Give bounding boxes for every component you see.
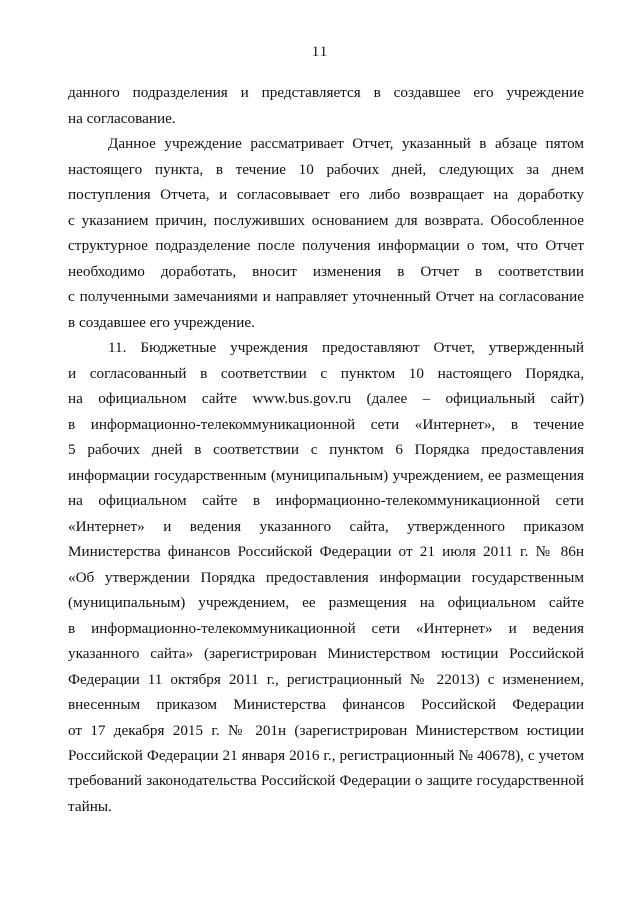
page-number: 11 (311, 44, 329, 60)
text-line: с полученными замечаниями и направляет уточненный Отчет на согласование (68, 288, 584, 305)
text-line: в создавшее его учреждение. (68, 313, 255, 331)
text-line: требований законодательства Российской Федерации о защите государственной (68, 772, 584, 789)
text-line: на официальном сайте в информационно-телекоммуникационной сети (68, 492, 584, 509)
text-line: и согласованный в соответствии с пунктом 10 настоящего Порядка, (68, 364, 584, 382)
text-line: в информационно-телекоммуникационной сети «Интернет», в течение (68, 415, 584, 433)
text-line: на согласование. (68, 109, 176, 127)
text-line: в информационно-телекоммуникационной сети «Интернет» и ведения (68, 619, 584, 637)
text-line: указанного сайта» (зарегистрирован Министерством юстиции Российской (68, 645, 584, 662)
text-line: «Интернет» и ведения указанного сайта, утвержденного приказом (68, 517, 584, 535)
text-line: настоящего пункта, в течение 10 рабочих дней, следующих за днем (68, 160, 584, 178)
text-line: на официальном сайте www.bus.gov.ru (далее – официальный сайт) (68, 390, 584, 407)
text-line: тайны. (68, 798, 112, 815)
text-line: 5 рабочих дней в соответствии с пунктом 6 Порядка предоставления (68, 441, 584, 458)
text-line: структурное подразделение после получения информации о том, что Отчет (68, 237, 584, 254)
text-line: с указанием причин, послуживших основанием для возврата. Обособленное (68, 211, 584, 229)
text-line: поступления Отчета, и согласовывает его либо возвращает на доработку (68, 186, 584, 203)
text-line: Федерации 11 октября 2011 г., регистрационный № 22013) с изменением, (68, 670, 584, 688)
text-line: Данное учреждение рассматривает Отчет, указанный в абзаце пятом (108, 135, 584, 152)
document-body (68, 80, 584, 820)
text-line: Российской Федерации 21 января 2016 г., регистрационный № 40678), с учетом (68, 747, 584, 764)
text-line: данного подразделения и представляется в создавшее его учреждение (68, 84, 584, 101)
text-line: (муниципальным) учреждением, ее размещения на официальном сайте (68, 594, 584, 611)
text-line: Министерства финансов Российской Федерации от 21 июля 2011 г. № 86н (68, 543, 584, 560)
text-line: информации государственным (муниципальным) учреждением, ее размещения (68, 466, 584, 484)
text-line: от 17 декабря 2015 г. № 201н (зарегистрирован Министерством юстиции (68, 721, 584, 739)
text-line: «Об утверждении Порядка предоставления информации государственным (68, 568, 584, 586)
text-line: необходимо доработать, вносит изменения в Отчет в соответствии (68, 262, 584, 280)
text-line: 11. Бюджетные учреждения предоставляют Отчет, утвержденный (108, 339, 584, 356)
text-line: внесенным приказом Министерства финансов Российской Федерации (68, 696, 584, 713)
